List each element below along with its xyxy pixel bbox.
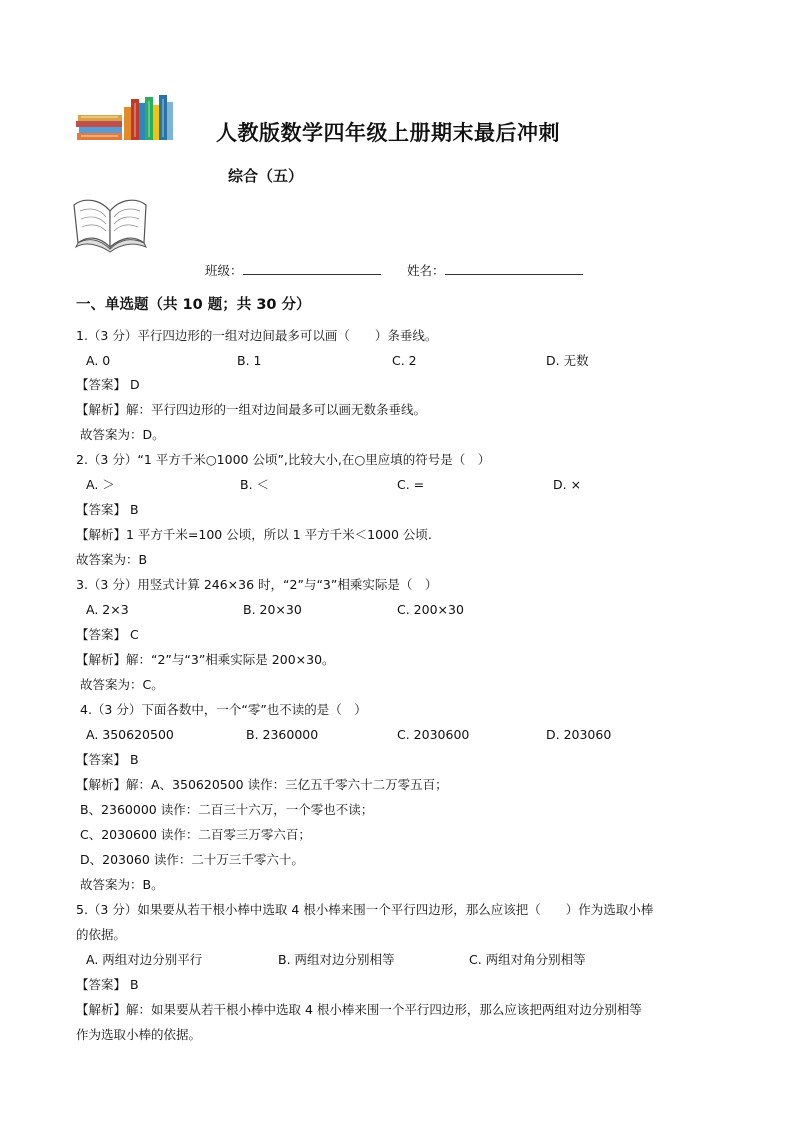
option: B. 两组对边分别相等	[278, 952, 395, 967]
analysis-line: 【解析】解：“2”与“3”相乘实际是 200×30。	[76, 652, 335, 667]
answer-row	[76, 502, 139, 518]
question-stem: 4.（3 分）下面各数中，一个“零”也不读的是（ ）	[80, 702, 367, 717]
option: D. ×	[553, 477, 582, 492]
name-label: 姓名：	[407, 263, 445, 278]
option: B. 20×30	[243, 602, 302, 617]
answer-value: C	[130, 627, 139, 642]
option: C. 2030600	[397, 727, 470, 742]
answer-value: B	[130, 752, 139, 767]
option: C. =	[397, 477, 425, 492]
option: B. 2360000	[246, 727, 319, 742]
question-stem-continued: 的依据。	[76, 927, 127, 942]
option: A. 2×3	[86, 602, 129, 617]
class-label: 班级：	[205, 263, 243, 278]
name-blank[interactable]	[445, 262, 583, 275]
option: C. 两组对角分别相等	[469, 952, 586, 967]
analysis-line: 故答案为：C。	[80, 677, 164, 692]
analysis-line: D、203060 读作：二十万三千零六十。	[80, 852, 304, 867]
class-blank[interactable]	[243, 262, 381, 275]
answer-label: 【答案】	[76, 377, 127, 392]
option: D. 无数	[546, 353, 589, 368]
answer-row	[76, 752, 139, 768]
answer-label: 【答案】	[76, 977, 127, 992]
analysis-line: 故答案为：B。	[80, 877, 164, 892]
option: A. ＞	[86, 477, 115, 492]
answer-label: 【答案】	[76, 752, 127, 767]
option: C. 200×30	[397, 602, 464, 617]
answer-label: 【答案】	[76, 627, 127, 642]
class-field	[205, 262, 381, 279]
analysis-line: 故答案为：B	[76, 552, 148, 567]
analysis-line: 【解析】解：A、350620500 读作：三亿五千零六十二万零五百；	[76, 777, 448, 792]
option: B. 1	[237, 353, 262, 368]
answer-value: D	[130, 377, 140, 392]
option: B. ＜	[240, 477, 270, 492]
answer-value: B	[130, 977, 139, 992]
section-title: 一、单选题（共 10 题；共 30 分）	[76, 297, 311, 313]
option: A. 350620500	[86, 727, 174, 742]
page-subtitle: 综合（五）	[228, 167, 304, 185]
analysis-line: C、2030600 读作：二百零三万零六百；	[80, 827, 311, 842]
question-stem: 3.（3 分）用竖式计算 246×36 时，“2”与“3”相乘实际是（ ）	[76, 577, 438, 592]
answer-row	[76, 977, 139, 993]
option: D. 203060	[546, 727, 612, 742]
stacked-books-icon	[76, 93, 176, 143]
answer-row	[76, 627, 139, 643]
question-stem: 5.（3 分）如果要从若干根小棒中选取 4 根小棒来围一个平行四边形，那么应该把（ ）作为选取小棒	[76, 902, 654, 917]
question-stem: 2.（3 分）“1 平方千米○1000 公顷”,比较大小,在○里应填的符号是（ ）	[76, 452, 491, 467]
answer-value: B	[130, 502, 139, 517]
open-book-icon	[70, 193, 152, 253]
page-title: 人教版数学四年级上册期末最后冲刺	[216, 120, 560, 145]
option: C. 2	[392, 353, 417, 368]
option: A. 两组对边分别平行	[86, 952, 203, 967]
analysis-line: 故答案为：D。	[80, 427, 165, 442]
question-stem: 1.（3 分）平行四边形的一组对边间最多可以画（ ）条垂线。	[76, 328, 438, 343]
name-field	[407, 262, 583, 279]
analysis-line: 【解析】1 平方千米=100 公顷，所以 1 平方千米＜1000 公顷.	[76, 527, 432, 542]
answer-row	[76, 377, 140, 393]
analysis-line: B、2360000 读作：二百三十六万，一个零也不读；	[80, 802, 374, 817]
analysis-line: 【解析】解：如果要从若干根小棒中选取 4 根小棒来围一个平行四边形，那么应该把两组对边分别相等	[76, 1002, 642, 1017]
analysis-line: 【解析】解：平行四边形的一组对边间最多可以画无数条垂线。	[76, 402, 427, 417]
answer-label: 【答案】	[76, 502, 127, 517]
analysis-line: 作为选取小棒的依据。	[76, 1027, 202, 1042]
option: A. 0	[86, 353, 111, 368]
